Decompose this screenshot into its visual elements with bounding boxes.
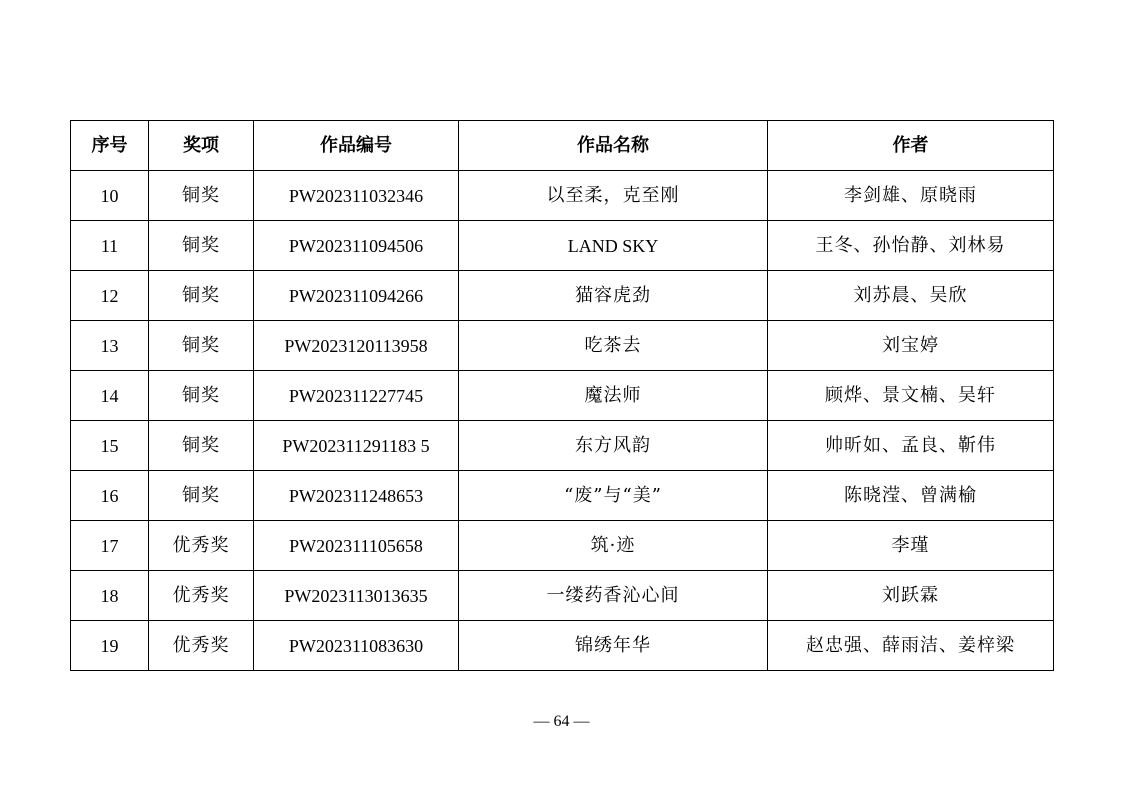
row-award: 铜奖 xyxy=(149,471,254,521)
table-row xyxy=(71,221,1054,271)
table-row xyxy=(71,471,1054,521)
row-authors: 赵忠强、薛雨洁、姜梓梁 xyxy=(768,621,1054,671)
row-code: PW202311083630 xyxy=(254,621,459,671)
row-award: 铜奖 xyxy=(149,221,254,271)
row-code: PW202311094506 xyxy=(254,221,459,271)
table-row xyxy=(71,321,1054,371)
header-index: 序号 xyxy=(71,121,149,171)
row-code: PW2023120113958 xyxy=(254,321,459,371)
row-index: 13 xyxy=(71,321,149,371)
row-title: 一缕药香沁心间 xyxy=(459,571,768,621)
row-code: PW202311032346 xyxy=(254,171,459,221)
row-title: 锦绣年华 xyxy=(459,621,768,671)
row-code: PW202311291183 5 xyxy=(254,421,459,471)
row-award: 铜奖 xyxy=(149,271,254,321)
row-award: 优秀奖 xyxy=(149,571,254,621)
row-code: PW2023113013635 xyxy=(254,571,459,621)
row-award: 铜奖 xyxy=(149,421,254,471)
row-award: 优秀奖 xyxy=(149,621,254,671)
table-row xyxy=(71,521,1054,571)
row-title: 猫容虎劲 xyxy=(459,271,768,321)
header-authors: 作者 xyxy=(768,121,1054,171)
row-authors: 刘宝婷 xyxy=(768,321,1054,371)
table-row xyxy=(71,371,1054,421)
header-row xyxy=(71,121,1054,171)
row-award: 铜奖 xyxy=(149,171,254,221)
row-title: 筑·迹 xyxy=(459,521,768,571)
row-code: PW202311248653 xyxy=(254,471,459,521)
header-code: 作品编号 xyxy=(254,121,459,171)
row-authors: 陈晓滢、曾满榆 xyxy=(768,471,1054,521)
row-authors: 帅昕如、孟良、靳伟 xyxy=(768,421,1054,471)
row-authors: 王冬、孙怡静、刘林易 xyxy=(768,221,1054,271)
row-authors: 刘跃霖 xyxy=(768,571,1054,621)
row-award: 铜奖 xyxy=(149,321,254,371)
row-award: 铜奖 xyxy=(149,371,254,421)
row-authors: 刘苏晨、吴欣 xyxy=(768,271,1054,321)
header-award: 奖项 xyxy=(149,121,254,171)
table-row xyxy=(71,571,1054,621)
row-index: 14 xyxy=(71,371,149,421)
table-row xyxy=(71,171,1054,221)
header-title: 作品名称 xyxy=(459,121,768,171)
row-title: LAND SKY xyxy=(459,221,768,271)
row-title: 东方风韵 xyxy=(459,421,768,471)
row-authors: 李瑾 xyxy=(768,521,1054,571)
row-code: PW202311094266 xyxy=(254,271,459,321)
row-index: 12 xyxy=(71,271,149,321)
row-authors: 李剑雄、原晓雨 xyxy=(768,171,1054,221)
row-index: 19 xyxy=(71,621,149,671)
row-code: PW202311105658 xyxy=(254,521,459,571)
table-row xyxy=(71,421,1054,471)
row-index: 17 xyxy=(71,521,149,571)
row-authors: 顾烨、景文楠、吴轩 xyxy=(768,371,1054,421)
row-index: 15 xyxy=(71,421,149,471)
table-row xyxy=(71,621,1054,671)
page-number: — 64 — xyxy=(533,713,590,730)
row-index: 18 xyxy=(71,571,149,621)
row-index: 10 xyxy=(71,171,149,221)
award-table xyxy=(70,120,1054,671)
row-index: 16 xyxy=(71,471,149,521)
row-title: 吃茶去 xyxy=(459,321,768,371)
row-award: 优秀奖 xyxy=(149,521,254,571)
row-title: 魔法师 xyxy=(459,371,768,421)
table-row xyxy=(71,271,1054,321)
row-title: “废”与“美” xyxy=(459,471,768,521)
row-index: 11 xyxy=(71,221,149,271)
row-code: PW202311227745 xyxy=(254,371,459,421)
row-title: 以至柔，克至刚 xyxy=(459,171,768,221)
